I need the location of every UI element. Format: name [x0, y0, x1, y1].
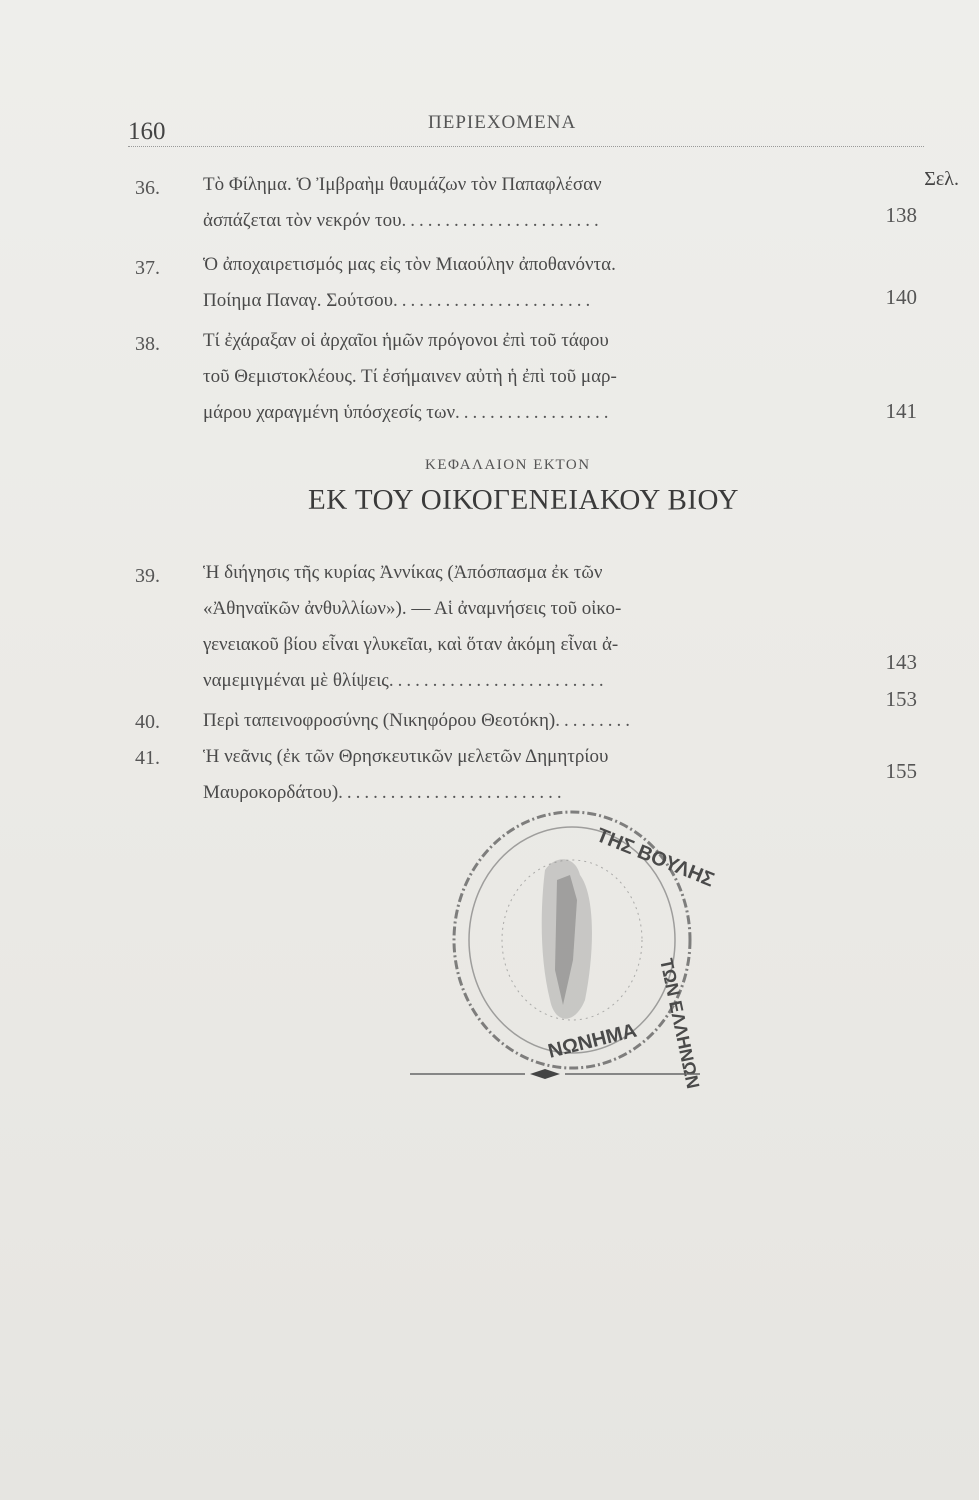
entry-line: ἀσπάζεται τὸν νεκρόν του [203, 210, 402, 231]
entry-number: 36. [135, 177, 160, 199]
entry-line: γενειακοῦ βίου εἶναι γλυκεῖαι, καὶ ὅταν ἀκόμη εἶναι ἀ- [203, 634, 619, 655]
entry-line: Ποίημα Παναγ. Σούτσου [203, 290, 394, 311]
dot-leader: ......... [555, 710, 635, 731]
page-header [128, 112, 928, 146]
entry-number: 38. [135, 333, 160, 355]
dot-leader: ......................... [388, 670, 608, 691]
entry-page-number: 153 [885, 687, 917, 711]
toc-entry [135, 555, 935, 705]
chapter-label: ΚΕΦΑΛΑΙΟΝ ΕΚΤΟΝ [425, 457, 591, 473]
dot-leader: ....................... [401, 210, 603, 231]
entry-line: Ἡ νεᾶνις (ἐκ τῶν Θρησκευτικῶν μελετῶν Δημητρίου [203, 746, 609, 767]
toc-entry [135, 687, 935, 741]
page-number: 160 [128, 118, 166, 145]
library-stamp [445, 800, 718, 1091]
toc-entry [135, 323, 935, 433]
entry-line: ναμεμιγμέναι μὲ θλίψεις [203, 670, 389, 691]
stamp-text-bottom: ΝΩΝΗΜΑ [545, 1019, 639, 1063]
entry-line: Μαυροκορδάτου) [203, 782, 339, 803]
stamp-text-right: ΤΩΝ ΕΛΛΗΝΩΝ [656, 956, 704, 1091]
entry-line: Τὸ Φίλημα. Ὁ Ἰμβραὴμ θαυμάζων τὸν Παπαφλέσαν [203, 174, 602, 195]
entry-number: 37. [135, 257, 160, 279]
toc-entry [135, 165, 935, 245]
dot-leader: .......................... [338, 782, 566, 803]
entry-page-number: 140 [885, 285, 917, 309]
stamp-text-top: ΤΗΣ ΒΟΥΛΗΣ [593, 824, 718, 892]
entry-page-number: 143 [885, 650, 917, 674]
toc-entry [135, 245, 935, 323]
toc-group-1 [135, 165, 935, 433]
page-column-label: Σελ. [924, 168, 959, 190]
entry-line: Περὶ ταπεινοφροσύνης (Νικηφόρου Θεοτόκη) [203, 710, 556, 731]
dot-leader: .................. [455, 402, 613, 423]
section-title: ΕΚ ΤΟΥ ΟΙΚΟΓΕΝΕΙΑΚΟΥ ΒΙΟΥ [308, 484, 739, 516]
toc-group-2 [135, 555, 935, 821]
entry-line: μάρου χαραγμένη ὑπόσχεσίς των [203, 402, 456, 423]
entry-number: 41. [135, 747, 160, 769]
entry-line: Ἡ διήγησις τῆς κυρίας Ἀννίκας (Ἀπόσπασμα ἐκ τῶν [203, 562, 603, 583]
running-title: ΠΕΡΙΕΧΟΜΕΝΑ [428, 112, 577, 133]
end-ornament [405, 1068, 705, 1080]
entry-number: 40. [135, 711, 160, 733]
entry-line: τοῦ Θεμιστοκλέους. Τί ἐσήμαινεν αὐτὴ ἡ ἐπὶ τοῦ μαρ- [203, 366, 617, 387]
entry-page-number: 138 [885, 203, 917, 227]
entry-line: Ὁ ἀποχαιρετισμός μας εἰς τὸν Μιαούλην ἀποθανόντα. [203, 254, 616, 275]
entry-page-number: 155 [885, 759, 917, 783]
entry-number: 39. [135, 565, 160, 587]
entry-line: «Ἀθηναϊκῶν ἀνθυλλίων»). — Αἱ ἀναμνήσεις τοῦ οἰκο- [203, 598, 622, 619]
entry-page-number: 141 [885, 399, 917, 423]
dot-leader: ....................... [393, 290, 595, 311]
entry-line: Τί ἐχάραξαν οἱ ἀρχαῖοι ἡμῶν πρόγονοι ἐπὶ τοῦ τάφου [203, 330, 609, 351]
header-divider [128, 146, 924, 147]
